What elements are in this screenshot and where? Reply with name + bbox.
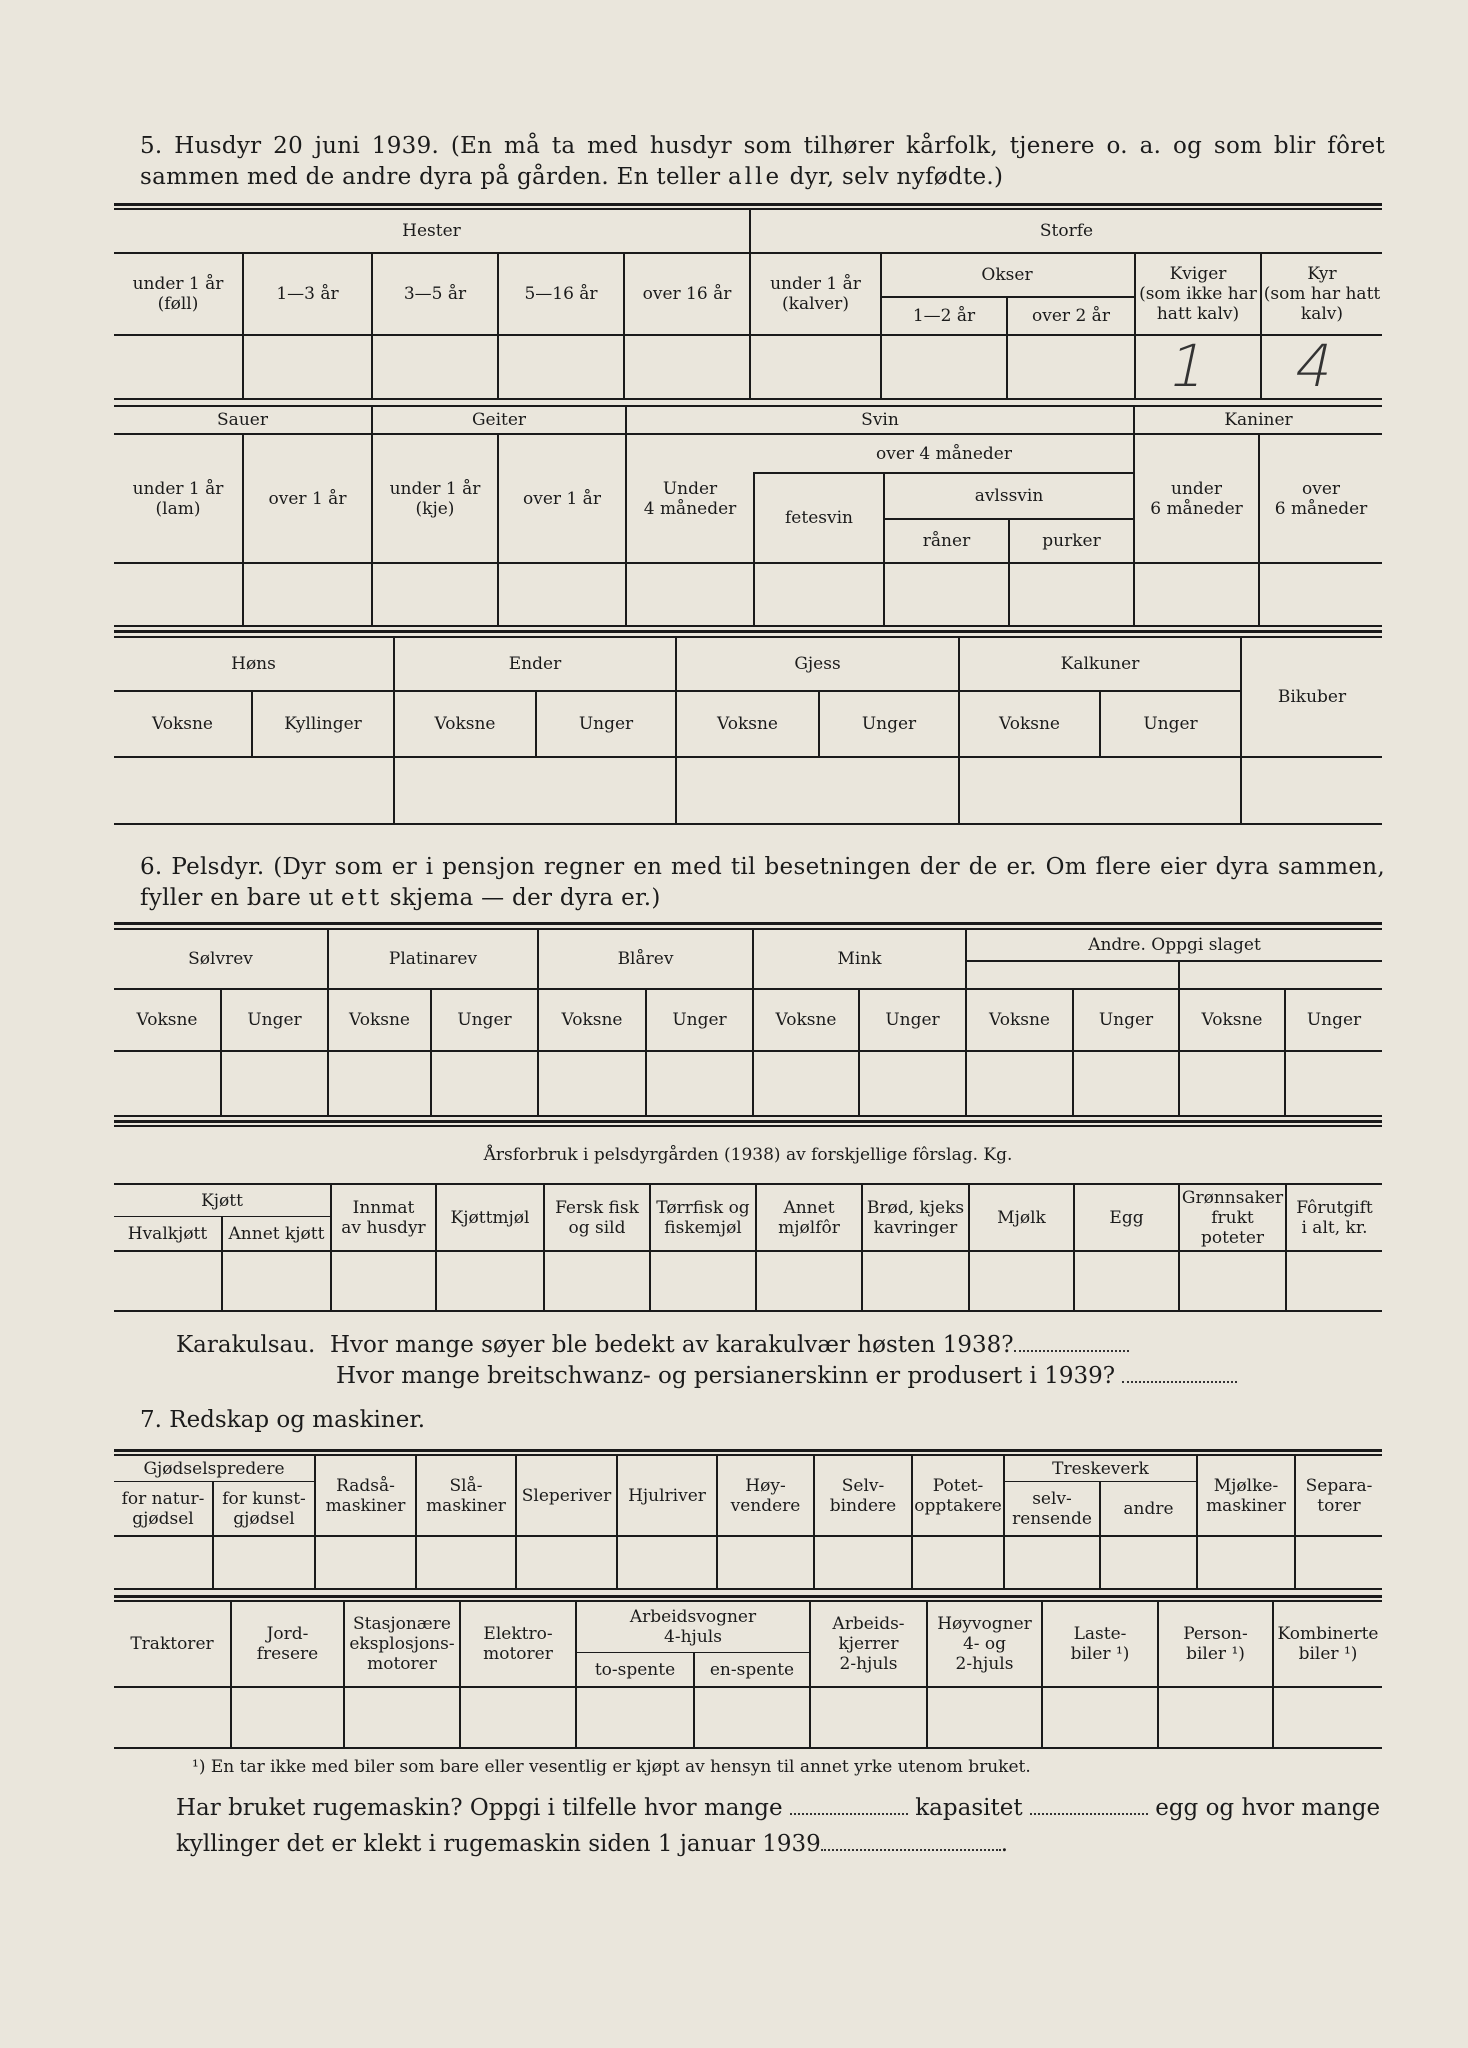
col-mjolkemaskiner: Mjølke- maskiner	[1206, 1475, 1286, 1516]
answer-kviger[interactable]: 1	[1162, 332, 1215, 400]
col-platinarev-voksne: Voksne	[349, 1010, 410, 1030]
section5-heading: 5. Husdyr 20 juni 1939. (En må ta med husdyr som tilhører kårfolk, tjenere o. a. og som blir fôret sammen med de andre dyra på gården. En teller alle dyr, selv nyfødte.)	[140, 133, 1385, 190]
col-ender-voksne: Voksne	[434, 714, 496, 734]
rugemaskin-antall-field[interactable]	[790, 1793, 908, 1815]
col-solvrev-unger: Unger	[247, 1010, 302, 1030]
col-hester-1-3: 1—3 år	[276, 284, 339, 304]
col-blarev-voksne: Voksne	[561, 1010, 623, 1030]
col-sauer-lam: under 1 år (lam)	[132, 478, 224, 519]
col-mjolk: Mjølk	[997, 1207, 1046, 1228]
col-hoyvogner: Høyvogner 4- og 2-hjuls	[937, 1614, 1032, 1674]
col-potetopptakere: Potet- opptakere	[914, 1475, 1002, 1516]
col-gronnsaker: Grønnsaker frukt poteter	[1181, 1187, 1284, 1248]
col-selvrensende: selv- rensende	[1012, 1488, 1092, 1529]
karakulsau-q2: Hvor mange breitschwanz- og persianerskinn er produsert i 1939?	[336, 1361, 1237, 1391]
col-forutgift: Fôrutgift i alt, kr.	[1296, 1197, 1373, 1238]
col-to-spente: to-spente	[594, 1659, 676, 1680]
col-raner: råner	[922, 531, 971, 551]
col-egg: Egg	[1109, 1207, 1144, 1228]
forbruk-title: Årsforbruk i pelsdyrgården (1938) av forskjellige fôrslag. Kg.	[483, 1145, 1013, 1165]
col-fetesvin: fetesvin	[785, 508, 853, 528]
col-hons-voksne: Voksne	[152, 714, 213, 734]
col-elektromotorer: Elektro- motorer	[483, 1624, 553, 1664]
col-hjulriver: Hjulriver	[628, 1485, 706, 1506]
col-andre2-unger: Unger	[1306, 1010, 1362, 1030]
col-arbeidskjerrer: Arbeids- kjerrer 2-hjuls	[832, 1614, 905, 1674]
group-avlssvin: avlssvin	[974, 486, 1044, 506]
col-kjottmjol: Kjøttmjøl	[450, 1207, 530, 1228]
col-lastebiler: Laste- biler ¹)	[1070, 1624, 1130, 1664]
col-geiter-over-1: over 1 år	[523, 488, 601, 509]
col-andre1-unger: Unger	[1098, 1010, 1154, 1030]
col-brod: Brød, kjeks kavringer	[866, 1197, 965, 1238]
group-solvrev: Sølvrev	[188, 949, 253, 969]
col-annet-mjolfor: Annet mjølfôr	[778, 1197, 840, 1238]
rugemaskin-kapasitet-field[interactable]	[1030, 1793, 1148, 1815]
col-torrfisk: Tørrfisk og fiskemjøl	[656, 1197, 750, 1238]
col-ender-unger: Unger	[578, 714, 634, 734]
group-treskeverk: Treskeverk	[1052, 1458, 1149, 1479]
col-kalkuner-unger: Unger	[1143, 714, 1198, 734]
col-fersk-fisk: Fersk fisk og sild	[555, 1197, 639, 1238]
group-geiter: Geiter	[471, 410, 527, 430]
col-svin-under-4: Under 4 måneder	[643, 478, 737, 519]
answer-kyr[interactable]: 4	[1288, 332, 1341, 400]
col-andre1-voksne: Voksne	[989, 1010, 1050, 1030]
col-purker: purker	[1042, 531, 1101, 551]
group-blarev: Blårev	[617, 949, 674, 969]
col-innmat: Innmat av husdyr	[341, 1197, 426, 1238]
col-hvalkjott: Hvalkjøtt	[127, 1223, 208, 1244]
col-mink-unger: Unger	[885, 1010, 940, 1030]
rugemaskin-question: Har bruket rugemaskin? Oppgi i tilfelle hvor mange kapasitet egg og hvor mange kyllinger det er klekt i rugemaskin siden 1 januar 1939 .	[176, 1795, 1381, 1857]
col-hons-kyllinger: Kyllinger	[284, 714, 362, 734]
col-bikuber: Bikuber	[1277, 687, 1347, 707]
col-hester-over-16: over 16 år	[642, 284, 732, 304]
col-kaniner-under-6: under 6 måneder	[1150, 478, 1243, 519]
group-mink: Mink	[837, 949, 882, 969]
col-hester-3-5: 3—5 år	[403, 284, 467, 304]
col-hester-under-1: under 1 år (føll)	[132, 274, 224, 314]
col-kunstgjodsel: for kunst- gjødsel	[222, 1488, 306, 1529]
group-hester: Hester	[402, 221, 461, 241]
group-platinarev: Platinarev	[388, 949, 478, 969]
group-okser: Okser	[981, 265, 1033, 285]
col-personbiler: Person- biler ¹)	[1183, 1624, 1248, 1664]
group-storfe: Storfe	[1039, 221, 1094, 241]
col-radsamaskiner: Radså- maskiner	[325, 1475, 406, 1516]
col-geiter-kje: under 1 år (kje)	[389, 478, 481, 519]
col-mink-voksne: Voksne	[775, 1010, 837, 1030]
col-hoyvendere: Høy- vendere	[730, 1475, 801, 1516]
col-slamaskiner: Slå- maskiner	[426, 1475, 506, 1516]
col-kviger: Kviger (som ikke har hatt kalv)	[1139, 264, 1257, 324]
col-gjess-voksne: Voksne	[717, 714, 778, 734]
karakulsau-q1: Karakulsau. Hvor mange søyer ble bedekt av karakulvær høsten 1938?	[176, 1330, 1129, 1360]
col-naturgjodsel: for natur- gjødsel	[121, 1488, 205, 1529]
col-okser-over-2: over 2 år	[1032, 306, 1110, 326]
group-gjodselspredere: Gjødselspredere	[143, 1458, 285, 1479]
col-jordfresere: Jord- freserе	[256, 1624, 319, 1664]
karakulsau-q2-field[interactable]	[1122, 1361, 1237, 1383]
col-treskeverk-andre: andre	[1123, 1498, 1174, 1519]
group-sauer: Sauer	[217, 410, 268, 430]
col-storfe-kalver: under 1 år (kalver)	[770, 274, 861, 314]
group-kaniner: Kaniner	[1224, 410, 1293, 430]
col-kombinerte-biler: Kombinerte biler ¹)	[1277, 1624, 1379, 1664]
col-okser-1-2: 1—2 år	[912, 306, 976, 326]
col-en-spente: en-spente	[709, 1659, 795, 1680]
group-over-4-maneder: over 4 måneder	[876, 443, 1012, 464]
col-andre2-voksne: Voksne	[1201, 1010, 1263, 1030]
rugemaskin-kyllinger-field[interactable]	[821, 1829, 1001, 1851]
col-separatorer: Separa- torer	[1305, 1475, 1373, 1516]
col-kalkuner-voksne: Voksne	[999, 714, 1060, 734]
col-gjess-unger: Unger	[861, 714, 917, 734]
footnote: ¹) En tar ikke med biler som bare eller vesentlig er kjøpt av hensyn til annet yrke utenom bruket.	[192, 1757, 1031, 1777]
group-andre: Andre. Oppgi slaget	[1088, 935, 1261, 955]
group-hons: Høns	[231, 654, 276, 674]
group-arbeidsvogner: Arbeidsvogner 4-hjuls	[629, 1607, 757, 1647]
col-blarev-unger: Unger	[672, 1010, 727, 1030]
col-platinarev-unger: Unger	[457, 1010, 512, 1030]
col-sleperiver: Sleperiver	[521, 1485, 612, 1506]
col-traktorer: Traktorer	[130, 1634, 214, 1654]
karakulsau-q1-field[interactable]	[1014, 1330, 1129, 1352]
section6-heading: 6. Pelsdyr. (Dyr som er i pensjon regner en med til besetningen der de er. Om flere eier dyra sammen, fyller en bare ut ett skjema — der dyra er.)	[140, 854, 1385, 911]
group-gjess: Gjess	[794, 654, 841, 674]
col-sauer-over-1: over 1 år	[268, 488, 347, 509]
col-selvbindere: Selv- bindere	[829, 1475, 897, 1516]
group-kalkuner: Kalkuner	[1060, 654, 1140, 674]
group-kjott: Kjøtt	[201, 1190, 243, 1211]
section7-heading: 7. Redskap og maskiner.	[140, 1407, 426, 1433]
col-annet-kjott: Annet kjøtt	[228, 1223, 325, 1244]
col-hester-5-16: 5—16 år	[524, 284, 598, 304]
col-solvrev-voksne: Voksne	[136, 1010, 198, 1030]
group-ender: Ender	[508, 654, 562, 674]
group-svin: Svin	[861, 410, 899, 430]
col-kaniner-over-6: over 6 måneder	[1274, 478, 1368, 519]
col-kyr: Kyr (som har hatt kalv)	[1263, 264, 1381, 324]
col-stasjonaere-motorer: Stasjonære eksplosjons- motorer	[349, 1614, 455, 1674]
